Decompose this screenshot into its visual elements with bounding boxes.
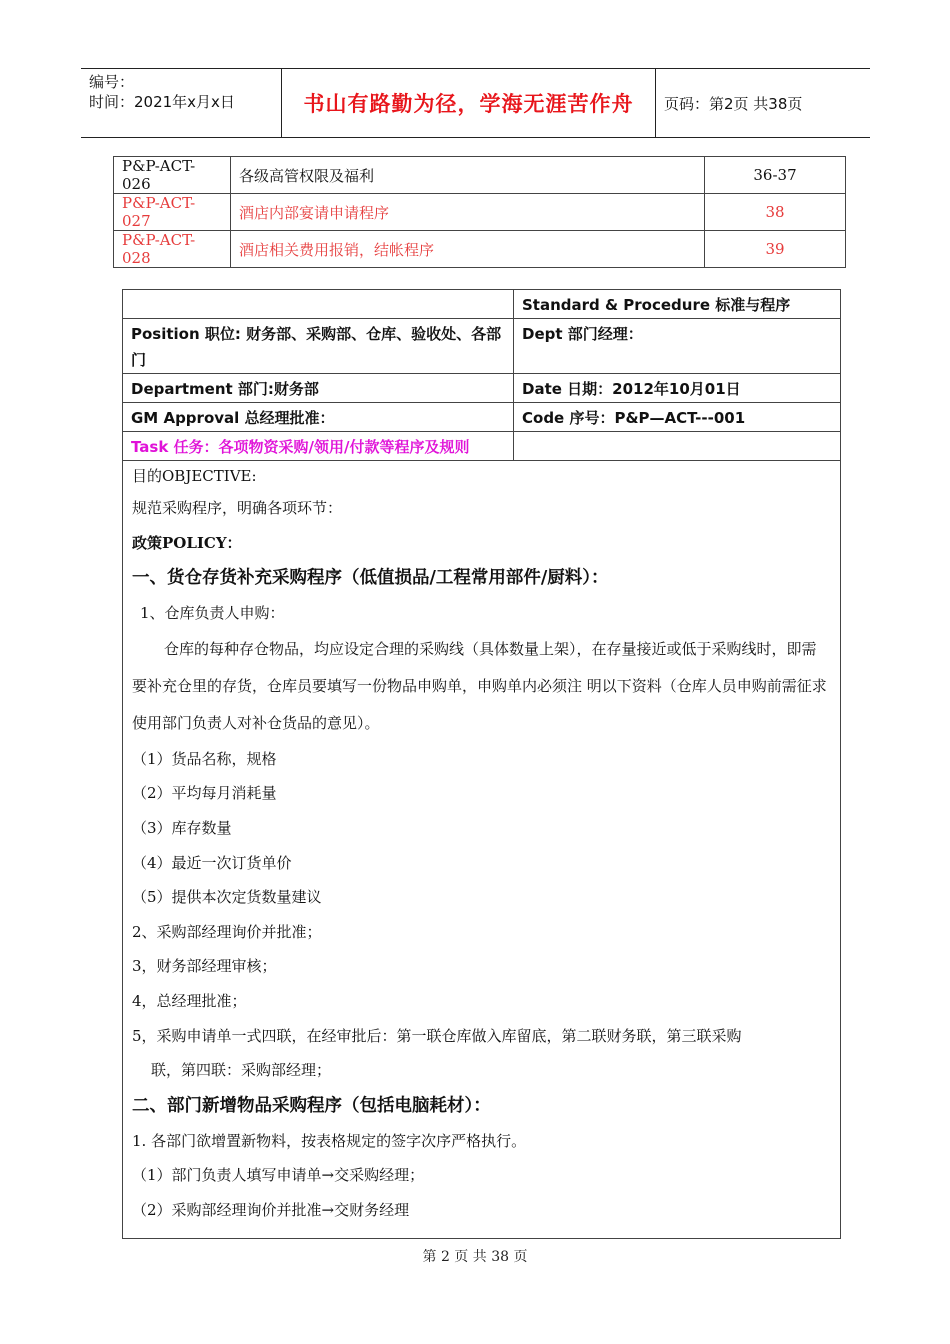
list-item: （3）库存数量 bbox=[132, 818, 232, 837]
list-item: （2）平均每月消耗量 bbox=[132, 784, 277, 803]
list-item: （1）部门负责人填写申请单→交采购经理； bbox=[132, 1166, 425, 1185]
index-row bbox=[114, 194, 846, 231]
standard-procedure-label: Standard & Procedure 标准与程序 bbox=[514, 290, 841, 319]
section-1-step-5-continued: 联，第四联：采购部经理； bbox=[151, 1061, 332, 1080]
header-motto-cell bbox=[281, 69, 656, 137]
document-number-label: 编号： bbox=[89, 73, 135, 91]
date-field: Date 日期：2012年10月01日 bbox=[514, 374, 841, 403]
list-item: （2）采购部经理询价并批准→交财务经理 bbox=[132, 1200, 410, 1219]
list-item: （1）货品名称，规格 bbox=[132, 749, 277, 768]
section-2-step-1: 1. 各部门欲增置新物料，按表格规定的签字次序严格执行。 bbox=[132, 1131, 527, 1150]
list-item: （4）最近一次订货单价 bbox=[132, 853, 292, 872]
index-code: P&P-ACT-026 bbox=[114, 157, 231, 194]
empty-cell bbox=[123, 290, 514, 319]
index-name: 酒店相关费用报销，结帐程序 bbox=[231, 231, 705, 268]
policy-label: 政策POLICY： bbox=[132, 533, 242, 552]
index-row bbox=[114, 157, 846, 194]
objective-label: 目的OBJECTIVE: bbox=[132, 467, 257, 485]
section-2-title: 二、部门新增物品采购程序（包括电脑耗材）： bbox=[132, 1095, 491, 1116]
procedure-index-table bbox=[113, 156, 846, 268]
procedure-form bbox=[122, 289, 841, 1218]
department-field: Department 部门:财务部 bbox=[123, 374, 514, 403]
index-pages: 38 bbox=[705, 194, 846, 231]
header-page-cell bbox=[655, 69, 870, 137]
section-1-step-5: 5，采购申请单一式四联，在经审批后：第一联仓库做入库留底，第二联财务联，第三联采购 bbox=[132, 1026, 742, 1045]
index-code: P&P-ACT-028 bbox=[114, 231, 231, 268]
page-footer: 第 2 页 共 38 页 bbox=[422, 1249, 528, 1265]
list-item: （5）提供本次定货数量建议 bbox=[132, 888, 322, 907]
index-row bbox=[114, 231, 846, 268]
index-name: 酒店内部宴请申请程序 bbox=[231, 194, 705, 231]
task-field: Task 任务：各项物资采购/领用/付款等程序及规则 bbox=[123, 432, 514, 461]
index-code: P&P-ACT-027 bbox=[114, 194, 231, 231]
section-1-step-3: 3，财务部经理审核； bbox=[132, 957, 277, 976]
dept-manager-field: Dept 部门经理： bbox=[514, 319, 841, 374]
section-1-step-4: 4，总经理批准； bbox=[132, 991, 247, 1010]
page-header bbox=[81, 68, 870, 138]
document-time-label: 时间：2021年x月x日 bbox=[89, 93, 235, 111]
objective-text: 规范采购程序，明确各项环节： bbox=[132, 499, 343, 517]
motto-text: 书山有路勤为径，学海无涯苦作舟 bbox=[303, 92, 634, 116]
form-header-table bbox=[122, 289, 841, 461]
index-pages: 39 bbox=[705, 231, 846, 268]
gm-approval-field: GM Approval 总经理批准： bbox=[123, 403, 514, 432]
section-1-title: 一、货仓存货补充采购程序（低值损品/工程常用部件/厨料）： bbox=[132, 568, 609, 589]
section-1-step-2: 2、采购部经理询价并批准； bbox=[132, 922, 322, 941]
code-field: Code 序号：P&P—ACT---001 bbox=[514, 403, 841, 432]
procedure-body bbox=[122, 461, 841, 1239]
empty-cell bbox=[514, 432, 841, 461]
section-1-step-1: 1、仓库负责人申购： bbox=[140, 604, 285, 623]
section-1-paragraph: 仓库的每种存仓物品，均应设定合理的采购线（具体数量上架），在存量接近或低于采购线时，即需要补充仓里的存货，仓库员要填写一份物品申购单，申购单内必须注 明以下资料（仓库人员申购前需征求使用部门负责人对补仓货品的意见）。 bbox=[132, 639, 827, 732]
header-meta bbox=[81, 69, 281, 137]
position-field: Position 职位: 财务部、采购部、仓库、验收处、各部门 bbox=[123, 319, 514, 374]
page-code: 页码：第2页 共38页 bbox=[664, 94, 803, 113]
index-name: 各级高管权限及福利 bbox=[231, 157, 705, 194]
index-pages: 36-37 bbox=[705, 157, 846, 194]
